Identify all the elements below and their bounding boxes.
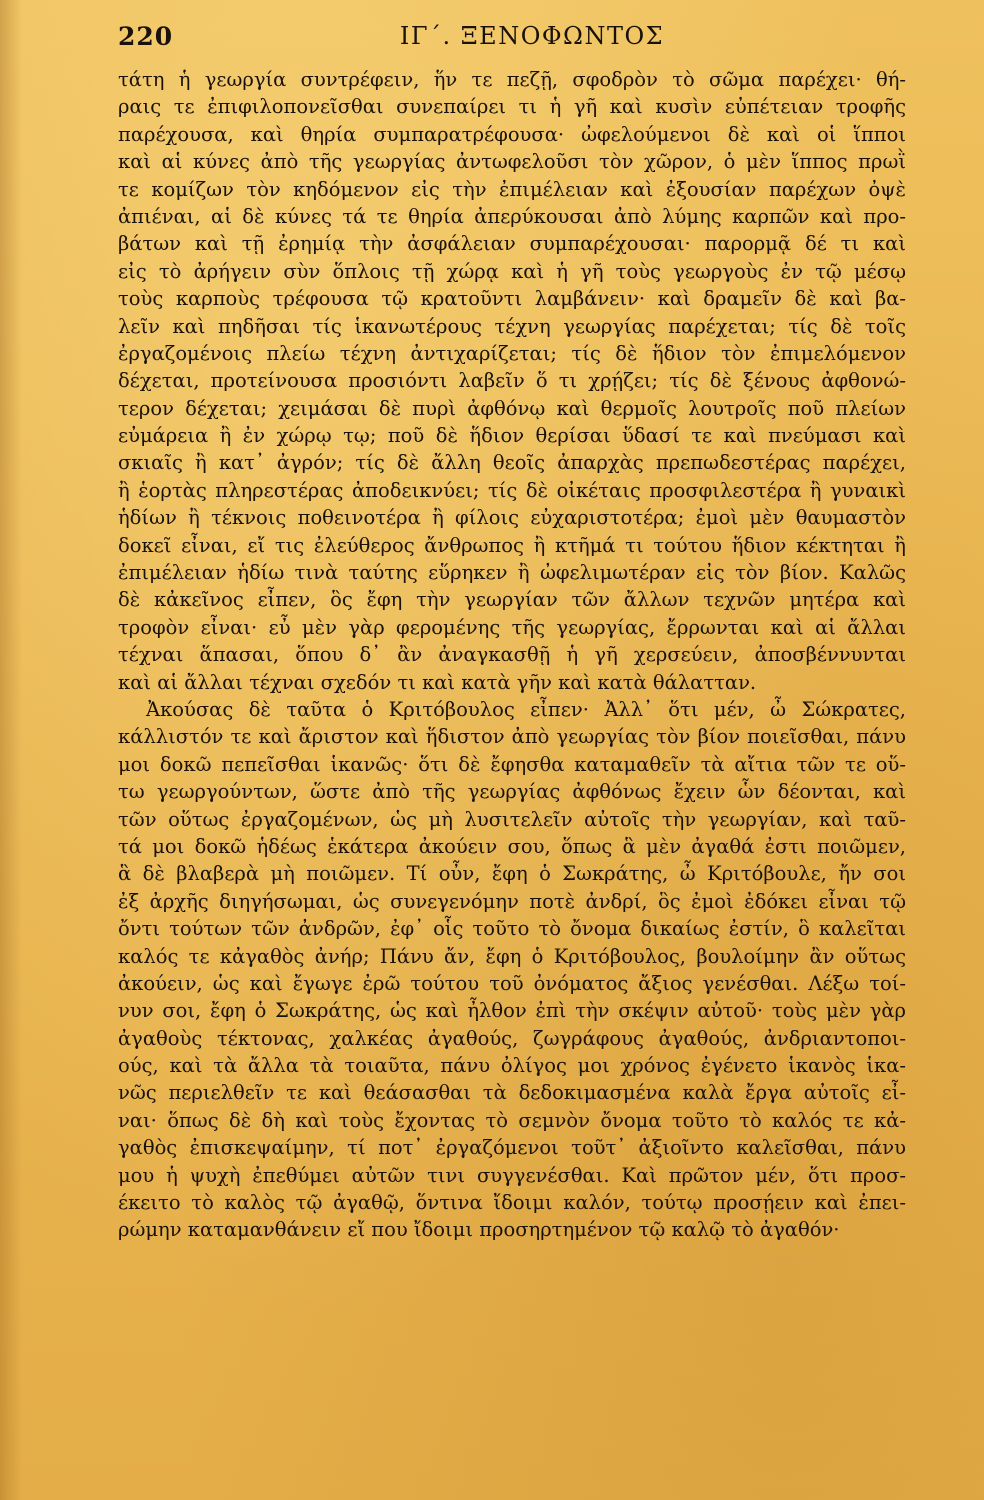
text-line: ἢ ἑορτὰς πληρεστέρας ἀποδεικνύει; τίς δὲ οἰκέταις προσφιλεστέρα ἢ γυναικὶ	[118, 478, 906, 502]
text-line: καὶ αἱ ἄλλαι τέχναι σχεδόν τι καὶ κατὰ γῆν καὶ κατὰ θάλατταν.	[118, 670, 757, 694]
text-line: εἰς τὸ ἀρήγειν σὺν ὅπλοις τῇ χώρᾳ καὶ ἡ γῆ τοὺς γεωργοὺς ἐν τῷ μέσῳ	[118, 259, 906, 283]
text-line: καλός τε κἀγαθὸς ἀνήρ; Πάνυ ἄν, ἔφη ὁ Κριτόβουλος, βουλοίμην ἂν οὕτως	[118, 944, 906, 968]
text-line: ἀπιέναι, αἱ δὲ κύνες τά τε θηρία ἀπερύκουσαι ἀπὸ λύμης καρπῶν καὶ προ-	[118, 204, 906, 228]
text-line: βάτων καὶ τῇ ἐρημίᾳ τὴν ἀσφάλειαν συμπαρέχουσαι· παρορμᾷ δέ τι καὶ	[118, 232, 906, 256]
text-line: ἡδίων ἢ τέκνοις ποθεινοτέρα ἢ φίλοις εὐχαριστοτέρα; ἐμοὶ μὲν θαυμαστὸν	[118, 506, 906, 530]
text-line: ἐργαζομένοις πλείω τέχνη ἀντιχαρίζεται; τίς δὲ ἥδιον τὸν ἐπιμελόμενον	[118, 341, 906, 365]
text-line: ναι· ὅπως δὲ δὴ καὶ τοὺς ἔχοντας τὸ σεμνὸν ὄνομα τοῦτο τὸ καλός τε κἀ-	[118, 1108, 906, 1132]
text-line: ἐξ ἀρχῆς διηγήσωμαι, ὡς συνεγενόμην ποτὲ ἀνδρί, ὃς ἐμοὶ ἐδόκει εἶναι τῷ	[118, 889, 906, 913]
text-line: ρώμην καταμανθάνειν εἴ που ἴδοιμι προσηρτημένον τῷ καλῷ τὸ ἀγαθόν·	[118, 1218, 840, 1242]
text-line: λεῖν καὶ πηδῆσαι τίς ἱκανωτέρους τέχνη γεωργίας παρέχεται; τίς δὲ τοῖς	[118, 314, 906, 338]
text-line: νῶς περιελθεῖν τε καὶ θεάσασθαι τὰ δεδοκιμασμένα καλὰ ἔργα αὐτοῖς εἶ-	[118, 1081, 906, 1105]
text-line: ούς, καὶ τὰ ἄλλα τὰ τοιαῦτα, πάνυ ὀλίγος μοι χρόνος ἐγένετο ἱκανὸς ἱκα-	[118, 1054, 906, 1078]
paragraph	[118, 696, 906, 1244]
text-line: έκειτο τὸ καλὸς τῷ ἀγαθῷ, ὅντινα ἴδοιμι καλόν, τούτῳ προσῄειν καὶ ἐπει-	[118, 1191, 906, 1215]
text-line: δέχεται, προτείνουσα προσιόντι λαβεῖν ὅ τι χρῄζει; τίς δὲ ξένους ἀφθονώ-	[118, 369, 906, 393]
text-line: τοὺς καρποὺς τρέφουσα τῷ κρατοῦντι λαμβάνειν· καὶ δραμεῖν δὲ καὶ βα-	[118, 287, 906, 311]
text-line: δοκεῖ εἶναι, εἴ τις ἐλεύθερος ἄνθρωπος ἢ κτῆμά τι τούτου ἥδιον κέκτηται ἢ	[118, 533, 906, 557]
text-line: μου ἡ ψυχὴ ἐπεθύμει αὐτῶν τινι συγγενέσθαι. Καὶ πρῶτον μέν, ὅτι προσ-	[118, 1163, 906, 1187]
text-line: μοι δοκῶ πεπεῖσθαι ἱκανῶς· ὅτι δὲ ἔφησθα καταμαθεῖν τὰ αἴτια τῶν τε οὕ-	[118, 752, 906, 776]
paragraph	[118, 66, 906, 696]
text-line: ὄντι τούτων τῶν ἀνδρῶν, ἐφ᾽ οἷς τοῦτο τὸ ὄνομα δικαίως ἐστίν, ὃ καλεῖται	[118, 917, 906, 941]
text-line: τροφὸν εἶναι· εὖ μὲν γὰρ φερομένης τῆς γεωργίας, ἔρρωνται καὶ αἱ ἄλλαι	[118, 615, 906, 639]
text-line: σκιαῖς ἢ κατ᾽ ἀγρόν; τίς δὲ ἄλλη θεοῖς ἀπαρχὰς πρεπωδεστέρας παρέχει,	[118, 451, 906, 475]
text-line: τω γεωργούντων, ὥστε ἀπὸ τῆς γεωργίας ἀφθόνως ἔχειν ὧν δέονται, καὶ	[118, 780, 906, 804]
text-line: νυν σοι, ἔφη ὁ Σωκράτης, ὡς καὶ ἦλθον ἐπὶ τὴν σκέψιν αὐτοῦ· τοὺς μὲν γὰρ	[118, 999, 906, 1023]
text-line: τέχναι ἅπασαι, ὅπου δ᾽ ἂν ἀναγκασθῇ ἡ γῆ χερσεύειν, ἀποσβέννυνται	[118, 643, 906, 667]
text-line: τάτη ἡ γεωργία συντρέφειν, ἥν τε πεζῇ, σφοδρὸν τὸ σῶμα παρέχει· θή-	[118, 68, 906, 91]
running-title: ΙΓ΄. ΞΕΝΟΦΩΝΤΟΣ	[399, 22, 665, 50]
text-line: Ἀκούσας δὲ ταῦτα ὁ Κριτόβουλος εἶπεν· Ἀλλ᾽ ὅτι μέν, ὦ Σώκρατες,	[146, 697, 906, 721]
text-line: τῶν οὕτως ἐργαζομένων, ὡς μὴ λυσιτελεῖν αὐτοῖς τὴν γεωργίαν, καὶ ταῦ-	[118, 807, 906, 831]
page-number: 220	[118, 22, 174, 51]
text-line: τά μοι δοκῶ ἡδέως ἑκάτερα ἀκούειν σου, ὅπως ἃ μὲν ἀγαθά ἐστι ποιῶμεν,	[118, 834, 906, 858]
page-gutter-shadow	[0, 0, 22, 1500]
text-line: ἀγαθοὺς τέκτονας, χαλκέας ἀγαθούς, ζωγράφους ἀγαθούς, ἀνδριαντοποι-	[118, 1026, 906, 1050]
body-text	[118, 66, 906, 1244]
text-line: εὐμάρεια ἢ ἐν χώρῳ τῳ; ποῦ δὲ ἥδιον θερίσαι ὕδασί τε καὶ πνεύμασι καὶ	[118, 424, 906, 448]
text-line: τερον δέχεται; χειμάσαι δὲ πυρὶ ἀφθόνῳ καὶ θερμοῖς λουτροῖς ποῦ πλείων	[118, 396, 906, 420]
text-line: καὶ αἱ κύνες ἀπὸ τῆς γεωργίας ἀντωφελοῦσι τὸν χῶρον, ὁ μὲν ἵππος πρωῒ	[118, 150, 906, 174]
text-line: δὲ κἀκεῖνος εἶπεν, ὃς ἔφη τὴν γεωργίαν τῶν ἄλλων τεχνῶν μητέρα καὶ	[118, 588, 906, 612]
text-line: τε κομίζων τὸν κηδόμενον εἰς τὴν ἐπιμέλειαν καὶ ἐξουσίαν παρέχων ὀψὲ	[118, 177, 906, 201]
text-line: ραις τε ἐπιφιλοπονεῖσθαι συνεπαίρει τι ἡ γῆ καὶ κυσὶν εὐπέτειαν τροφῆς	[118, 95, 906, 119]
text-line: γαθὸς ἐπισκεψαίμην, τί ποτ᾽ ἐργαζόμενοι τοῦτ᾽ ἀξιοῖντο καλεῖσθαι, πάνυ	[118, 1136, 906, 1160]
page-header	[118, 22, 906, 62]
text-line: παρέχουσα, καὶ θηρία συμπαρατρέφουσα· ὠφελούμενοι δὲ καὶ οἱ ἵπποι	[118, 122, 906, 146]
text-line: κάλλιστόν τε καὶ ἄριστον καὶ ἥδιστον ἀπὸ γεωργίας τὸν βίον ποιεῖσθαι, πάνυ	[118, 725, 906, 749]
text-line: ἐπιμέλειαν ἡδίω τινὰ ταύτης εὕρηκεν ἢ ὠφελιμωτέραν εἰς τὸν βίον. Καλῶς	[118, 561, 906, 585]
text-line: ἀκούειν, ὡς καὶ ἔγωγε ἐρῶ τούτου τοῦ ὀνόματος ἄξιος γενέσθαι. Λέξω τοί-	[118, 971, 906, 995]
text-line: ἃ δὲ βλαβερὰ μὴ ποιῶμεν. Τί οὖν, ἔφη ὁ Σωκράτης, ὦ Κριτόβουλε, ἤν σοι	[118, 862, 906, 886]
